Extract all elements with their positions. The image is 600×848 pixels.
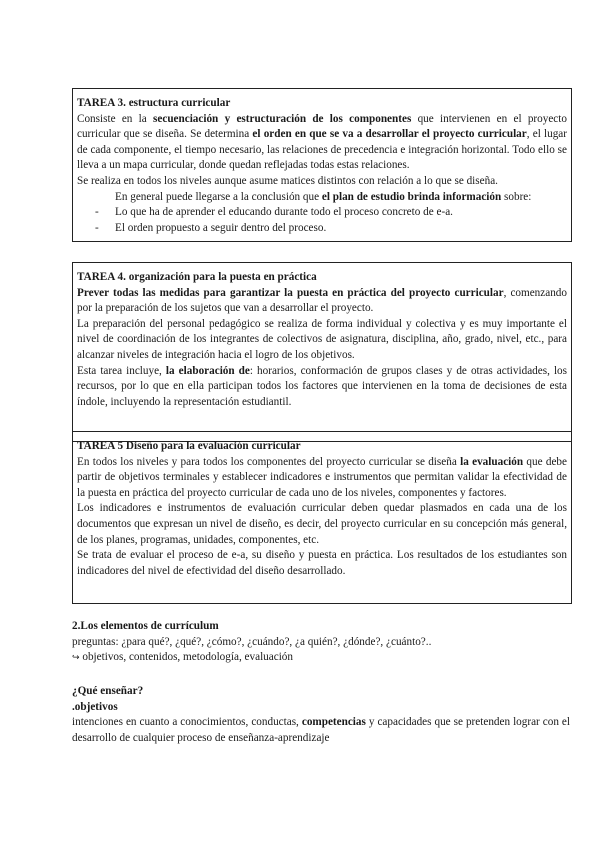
tarea4-paragraph-1: Prever todas las medidas para garantizar la puesta en práctica del proyecto curricular, comenzando por la preparación de los sujetos que van a desarrollar el proyecto. [77,286,567,315]
tarea4-title: TAREA 4. organización para la puesta en práctica [77,271,317,283]
tarea4-paragraph-2: La preparación del personal pedagógico se realiza de forma individual y colectiva y es muy importante el nivel de coordinación de los integrantes de colectivos de asignatura, disciplina, año, grado, nivel, etc., para alcanzar niveles de integración hacia el logro de los objetivos. [77,317,567,361]
section-2-block [72,619,570,667]
objetivos-text: intenciones en cuanto a conocimientos, conductas, competencias y capacidades que se pretenden lograr con el desarrollo de cualquier proceso de enseñanza-aprendizaje [72,716,570,744]
tarea4-paragraph-3: Esta tarea incluye, la elaboración de: horarios, conformación de grupos clases y de otras actividades, los recursos, por lo que en ella participan todos los factores que intervienen en la toma de decisiones de esta índole, incluyendo la representación estudiantil. [77,364,568,408]
section-2-heading: 2.Los elementos de currículum [72,620,219,632]
que-ensenar-heading: ¿Qué enseñar? [72,685,144,697]
tarea3-box [72,88,572,242]
tarea5-box [72,431,572,604]
tarea5-title: TAREA 5 Diseño para la evaluación curricular [77,440,301,452]
tarea3-paragraph-3: En general puede llegarse a la conclusión que el plan de estudio brinda información sobre: [115,190,532,203]
section-2-questions: preguntas: ¿para qué?, ¿qué?, ¿cómo?, ¿cuándo?, ¿a quién?, ¿dónde?, ¿cuánto?.. [72,635,432,648]
tarea3-bullet: - Lo que ha de aprender el educando durante todo el proceso concreto de e-a. [95,206,453,219]
tarea5-paragraph-3: Se trata de evaluar el proceso de e-a, su diseño y puesta en práctica. Los resultados de los estudiantes son indicadores del nivel de efectividad del diseño desarrollado. [77,549,567,577]
section-2-elements: ↪ objetivos, contenidos, metodología, evaluación [72,651,293,664]
tarea5-paragraph-1: En todos los niveles y para todos los componentes del proyecto curricular se diseña la evaluación que debe partir de objetivos terminales y establecer indicadores e instrumentos que permitan validar la efectividad de la puesta en práctica del proyecto curricular de cada uno de los niveles, componentes y factores. [77,455,567,499]
tarea4-box [72,262,572,442]
tarea3-paragraph-2: Se realiza en todos los niveles aunque asume matices distintos con relación a lo que se diseña. [77,174,498,187]
objetivos-subheading: .objetivos [72,700,118,713]
tarea3-title: TAREA 3. estructura curricular [77,97,231,109]
que-ensenar-block [72,684,570,746]
arrow-icon: ↪ [72,653,80,664]
tarea3-paragraph-1: Consiste en la secuenciación y estructuración de los componentes que intervienen en el proyecto curricular que se diseña. Se determina el orden en que se va a desarrollar el proyecto curricular, el lugar de cada componente, el tiempo necesario, las relaciones de precedencia e integración horizontal. Todo ello se lleva a un mapa curricular, donde quedan reflejadas todas estas relaciones. [77,112,567,172]
tarea3-bullet: - El orden propuesto a seguir dentro del proceso. [95,221,327,234]
tarea5-paragraph-2: Los indicadores e instrumentos de evaluación curricular deben quedar plasmados en cada una de los documentos que expresan un nivel de diseño, es decir, del proyecto curricular en su concepción más general, de los planes, programas, unidades, componentes, etc. [77,502,567,546]
